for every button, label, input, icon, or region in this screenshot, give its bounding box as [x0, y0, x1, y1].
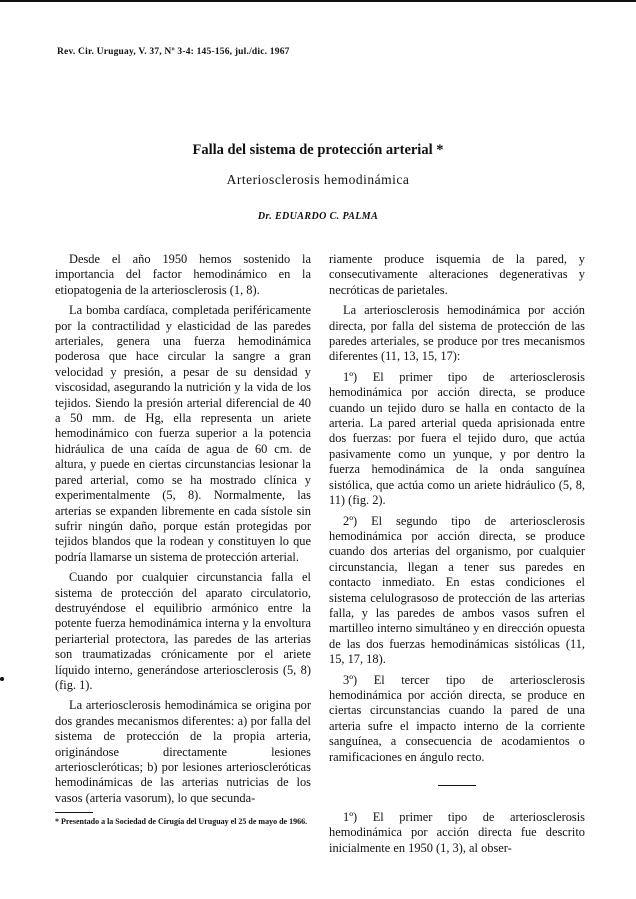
paragraph: 1º) El primer tipo de arteriosclerosis hemodinámica por acción directa, se produce cuando un tejido duro se halla en contacto de la arteria. La pared arterial queda aprisionada entre dos fuerzas: por fuera el tejido duro, que actúa pasivamente como un yunque, y por dentro la fuerza hemodinámica de la onda sanguínea sistólica, que actúa como un ariete hidráulico (5, 8, 11) (fig. 2). [329, 369, 585, 508]
paragraph: 1º) El primer tipo de arteriosclerosis hemodinámica por acción directa fue descrito inicialmente en 1950 (1, 3), al obser- [329, 810, 585, 855]
paragraph: 3º) El tercer tipo de arteriosclerosis hemodinámica por acción directa, se produce en ciertas circunstancias cuando la pared de una arteria sufre el impacto interno de la corriente sanguínea, a consecuencia de acodamientos o ramificaciones en ángulo recto. [329, 672, 585, 764]
right-column [329, 252, 585, 861]
paragraph: La bomba cardíaca, completada periféricamente por la contractilidad y elasticidad de las paredes arteriales, genera una fuerza hemodinámica poderosa que hace circular la sangre a gran velocidad y presión, a pesar de su densidad y viscosidad, asegurando la nutrición y la vida de los tejidos. Siendo la presión arterial diferencial de 40 a 50 mm. de Hg, ella representa un ariete hemodinámico con fuerza superior a la potencia hidráulica de una caída de agua de 60 cm. de altura, y puede en ciertas circunstancias lesionar la pared arterial, como se ha mostrado clínica y experimentalmente (5, 8). Normalmente, las arterias se expanden libremente en cada sístole sin sufrir ningún daño, porque están protegidas por tejidos blandos que la rodean y constituyen lo que podría llamarse un sistema de protección arterial. [55, 303, 311, 564]
paragraph: La arteriosclerosis hemodinámica se origina por dos grandes mecanismos diferentes: a) por falla del sistema de protección de la propia arteria, originándose directamente lesiones arterioscleróticas; b) por lesiones arterioscleróticas hemodinámicas de las arterias nutricias de los vasos (arteria vasorum), lo que secunda- [55, 698, 311, 805]
paragraph: La arteriosclerosis hemodinámica por acción directa, por falla del sistema de protección de las paredes arteriales, se produce por tres mecanismos diferentes (11, 13, 15, 17): [329, 303, 585, 364]
margin-dot [0, 677, 4, 681]
article-subtitle: Arteriosclerosis hemodinámica [226, 172, 410, 187]
paragraph: Cuando por cualquier circunstancia falla el sistema de protección del aparato circulatorio, destruyéndose el equilibrio armónico entre la potente fuerza hemodinámica interna y la envoltura periarterial protectora, las paredes de las arterias son traumatizadas crónicamente por el ariete líquido interno, generándose arteriosclerosis (5, 8) (fig. 1). [55, 570, 311, 692]
paragraph: riamente produce isquemia de la pared, y consecutivamente alteraciones degenerativas y necróticas de parietales. [329, 252, 585, 297]
top-rule [0, 0, 636, 2]
paragraph: Desde el año 1950 hemos sostenido la importancia del factor hemodinámico en la etiopatogenia de la arteriosclerosis (1, 8). [55, 252, 311, 297]
article-title: Falla del sistema de protección arterial * [192, 142, 444, 158]
left-column [55, 252, 311, 811]
footnote-rule [55, 812, 93, 813]
journal-citation: Rev. Cir. Uruguay, V. 37, Nº 3-4: 145-156, jul./dic. 1967 [57, 47, 290, 57]
section-separator [438, 785, 476, 786]
footnote: * Presentado a la Sociedad de Cirugía del Uruguay el 25 de mayo de 1966. [55, 817, 308, 826]
paragraph: 2º) El segundo tipo de arteriosclerosis hemodinámica por acción directa, se produce cuando dos arterias del organismo, por cualquier circunstancia, llegan a tener sus paredes en contacto inmediato. En estas condiciones el sistema celulograsoso de protección de las arterias falla, y las paredes de ambos vasos sufren el martilleo interno simultáneo y en dirección opuesta de las dos fuerzas hemodinámicas sistólicas (11, 15, 17, 18). [329, 513, 585, 667]
author-name: Dr. EDUARDO C. PALMA [257, 211, 379, 222]
